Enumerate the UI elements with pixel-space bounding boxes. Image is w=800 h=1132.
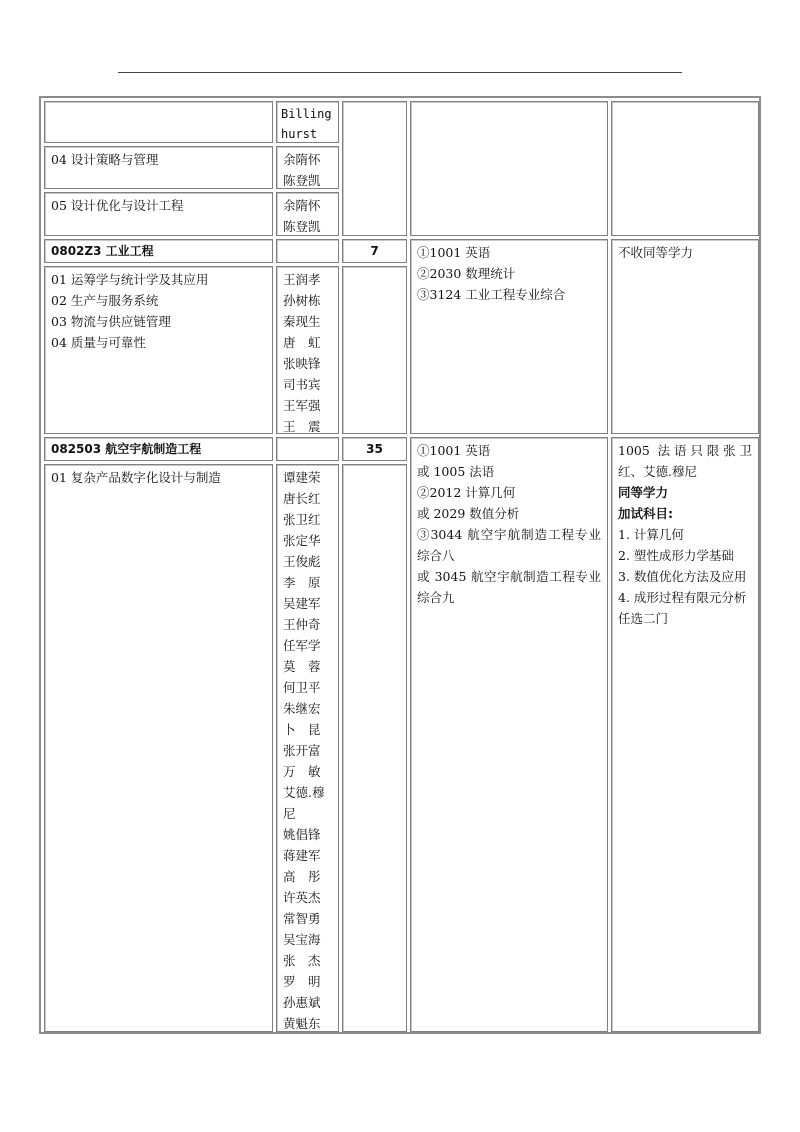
exam-subjects-cell — [410, 239, 608, 434]
exam-subject: ②2012 计算几何 — [417, 485, 516, 500]
tutor-name: 常智勇 — [283, 911, 321, 926]
tutor-name: 陈登凯 — [283, 173, 321, 188]
remark-cell — [611, 239, 759, 434]
remark-extra-title: 加试科目: — [618, 506, 673, 521]
quota-body-empty — [342, 464, 407, 1032]
remark-extra-item: 3. 数值优化方法及应用 — [618, 569, 747, 584]
quota-cell — [342, 437, 407, 461]
tutor-name: 张定华 — [283, 533, 321, 548]
exam-subject: ③3044 航空宇航制造工程专业综合八 — [417, 527, 601, 563]
exam-subjects-cell — [410, 437, 608, 1032]
tutor-name: 李 原 — [283, 575, 321, 590]
tutor-cell — [276, 192, 339, 236]
direction-name: 04 质量与可靠性 — [51, 335, 146, 350]
tutor-header-empty — [276, 437, 339, 461]
quota-value: 35 — [366, 442, 383, 456]
tutor-name: 万 敏 — [283, 764, 321, 779]
tutor-name: 司书宾 — [283, 377, 321, 392]
tutor-name: 姚倡锋 — [283, 827, 321, 842]
tutors-cell — [276, 464, 339, 1032]
remark-choose: 任选二门 — [618, 611, 669, 626]
tutor-cell — [276, 101, 339, 143]
direction-cell — [44, 192, 273, 236]
direction-name: 02 生产与服务系统 — [51, 293, 159, 308]
header-rule — [118, 72, 682, 73]
tutor-name: 张卫红 — [283, 512, 321, 527]
tutor-name: 莫 蓉 — [283, 659, 321, 674]
tutor-name: 余隋怀 — [283, 198, 321, 213]
remark-cell-empty — [611, 101, 759, 236]
direction-name: 01 运筹学与统计学及其应用 — [51, 272, 209, 287]
tutor-name: 王润孝 — [283, 272, 321, 287]
exam-cell-empty — [410, 101, 608, 236]
directions-cell — [44, 266, 273, 434]
tutor-name: 吴宝海 — [283, 932, 321, 947]
remark-extra-item: 4. 成形过程有限元分析 — [618, 590, 747, 605]
exam-subject: ②2030 数理统计 — [417, 266, 516, 281]
tutor-name: 黄魁东 — [283, 1016, 321, 1031]
remark-extra-item: 1. 计算几何 — [618, 527, 684, 542]
quota-cell-empty — [342, 101, 407, 236]
exam-subject: 或 3045 航空宇航制造工程专业综合九 — [417, 569, 601, 605]
tutor-name: 任军学 — [283, 638, 321, 653]
tutor-name: 谭建荣 — [283, 470, 321, 485]
direction-name: 05 设计优化与设计工程 — [51, 198, 184, 213]
direction-name: 01 复杂产品数字化设计与制造 — [51, 470, 221, 485]
exam-subject: 或 2029 数值分析 — [417, 506, 520, 521]
tutor-name: 王仲奇 — [283, 617, 321, 632]
exam-subject: 或 1005 法语 — [417, 464, 495, 479]
tutor-name: 许英杰 — [283, 890, 321, 905]
tutor-name: 朱继宏 — [283, 701, 321, 716]
tutor-name: 王军强 — [283, 398, 321, 413]
tutor-name: 高 彤 — [283, 869, 321, 884]
tutor-name: 孙惠斌 — [283, 995, 321, 1010]
tutor-list — [283, 467, 332, 1032]
remark-extra-item: 2. 塑性成形力学基础 — [618, 548, 734, 563]
remark-text: 不收同等学力 — [618, 245, 694, 260]
admissions-table — [39, 96, 761, 1034]
tutor-name: 秦现生 — [283, 314, 321, 329]
directions-cell — [44, 464, 273, 1032]
tutor-name: 张开富 — [283, 743, 321, 758]
major-title-industrial-engineering — [44, 239, 273, 263]
remark-cell — [611, 437, 759, 1032]
quota-body-empty — [342, 266, 407, 434]
tutor-cell — [276, 146, 339, 189]
tutors-cell — [276, 266, 339, 434]
tutor-name: 张 杰 — [283, 953, 321, 968]
exam-subject: ①1001 英语 — [417, 443, 491, 458]
major-title-text: 082503 航空宇航制造工程 — [51, 442, 202, 456]
remark-note: 1005 法语只限张卫红、艾德.穆尼 — [618, 443, 752, 479]
tutor-name: 艾德.穆尼 — [283, 785, 325, 821]
tutor-name: 张映锋 — [283, 356, 321, 371]
major-title-text: 0802Z3 工业工程 — [51, 244, 154, 258]
direction-cell-empty — [44, 101, 273, 143]
quota-cell — [342, 239, 407, 263]
tutor-name: Billing hurst — [281, 107, 332, 141]
tutor-name: 唐长红 — [283, 491, 321, 506]
tutor-header-empty — [276, 239, 339, 263]
tutor-name: 王 震 — [283, 419, 321, 434]
tutor-name: 陈登凯 — [283, 219, 321, 234]
direction-name: 04 设计策略与管理 — [51, 152, 159, 167]
tutor-name: 唐 虹 — [283, 335, 321, 350]
tutor-name: 余隋怀 — [283, 152, 321, 167]
tutor-name: 何卫平 — [283, 680, 321, 695]
tutor-name: 孙树栋 — [283, 293, 321, 308]
direction-cell — [44, 146, 273, 189]
remark-equal-qualification: 同等学力 — [618, 485, 669, 500]
major-title-aerospace-manufacturing — [44, 437, 273, 461]
tutor-name: 蒋建军 — [283, 848, 321, 863]
exam-subject: ①1001 英语 — [417, 245, 491, 260]
tutor-name: 罗 明 — [283, 974, 321, 989]
exam-subject: ③3124 工业工程专业综合 — [417, 287, 566, 302]
direction-name: 03 物流与供应链管理 — [51, 314, 171, 329]
quota-value: 7 — [370, 244, 379, 258]
tutor-name: 吴建军 — [283, 596, 321, 611]
tutor-name: 王俊彪 — [283, 554, 321, 569]
tutor-name: 卜 昆 — [283, 722, 321, 737]
